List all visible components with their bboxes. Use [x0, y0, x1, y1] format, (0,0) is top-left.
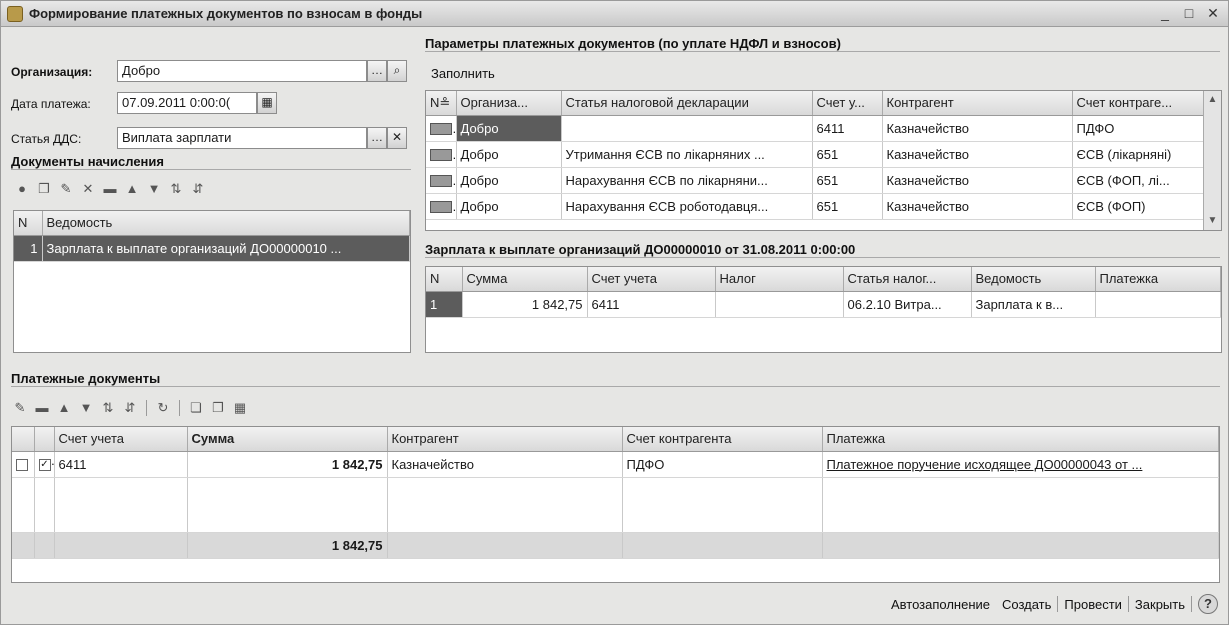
column-header[interactable]: Счет у...	[812, 91, 882, 115]
column-header	[12, 427, 34, 451]
org-cell: Добро	[456, 115, 561, 141]
row-doc-icon	[426, 115, 456, 141]
payment-link[interactable]: Платежное поручение исходящее ДО00000043 от ...	[822, 451, 1219, 477]
org-cell: Добро	[456, 167, 561, 193]
close-button[interactable]: Закрыть	[1134, 596, 1185, 612]
documents-icon[interactable]: ❏	[190, 400, 202, 415]
column-header[interactable]: Организа...	[456, 91, 561, 115]
column-header[interactable]: Налог	[715, 267, 843, 291]
article-cell: Нарахування ЄСВ роботодавця...	[561, 193, 812, 219]
column-header[interactable]: Платежка	[822, 427, 1219, 451]
counterparty-cell: Казначейство	[882, 167, 1072, 193]
account-cell: 651	[812, 193, 882, 219]
edit-icon[interactable]: ✎	[60, 181, 72, 196]
account-cell: 6411	[54, 451, 187, 477]
edit-icon[interactable]: ✎	[14, 400, 26, 415]
cp-account-cell: ПДФО	[622, 451, 822, 477]
article-cell: Нарахування ЄСВ по лікарняни...	[561, 167, 812, 193]
vertical-scrollbar[interactable]	[1203, 91, 1221, 230]
copy-icon[interactable]: ❐	[38, 181, 50, 196]
params-toolbar	[427, 61, 499, 85]
sum-cell: 1 842,75	[462, 291, 587, 317]
clear-icon[interactable]: ✕	[387, 127, 407, 149]
delete-icon[interactable]: ✕	[82, 181, 94, 196]
table-row[interactable]	[426, 193, 1205, 219]
window-title: Формирование платежных документов по взносам в фонды	[29, 6, 423, 21]
column-header[interactable]: Ведомость	[42, 211, 410, 235]
counterparty-cell: Казначейство	[882, 115, 1072, 141]
payments-table	[11, 426, 1220, 583]
move-up-icon[interactable]: ▲	[57, 400, 71, 415]
post-button[interactable]: Провести	[1064, 596, 1122, 612]
refresh-icon[interactable]: ↻	[157, 400, 169, 415]
row-doc-icon	[426, 167, 456, 193]
sort-asc-icon[interactable]: ⇅	[170, 181, 182, 196]
article-cell: 06.2.10 Витра...	[843, 291, 971, 317]
row-doc-icon	[426, 141, 456, 167]
article-cell: Утримання ЄСВ по лікарняних ...	[561, 141, 812, 167]
accrual-toolbar	[13, 177, 207, 201]
sum-cell: 1 842,75	[187, 451, 387, 477]
table-row[interactable]	[426, 167, 1205, 193]
cp-account-cell: ЄСВ (ФОП, лі...	[1072, 167, 1205, 193]
account-cell: 6411	[587, 291, 715, 317]
params-title: Параметры платежных документов (по уплате НДФЛ и взносов)	[425, 36, 1220, 52]
counterparty-cell: Казначейство	[882, 141, 1072, 167]
sort-desc-icon[interactable]: ⇵	[124, 400, 136, 415]
params-table	[425, 90, 1222, 231]
column-header[interactable]: Счет учета	[54, 427, 187, 451]
account-cell: 651	[812, 167, 882, 193]
maximize-icon[interactable]: □	[1184, 5, 1194, 21]
article-cell	[561, 115, 812, 141]
window-controls	[1156, 4, 1222, 22]
total-sum: 1 842,75	[187, 532, 387, 558]
cp-account-cell: ПДФО	[1072, 115, 1205, 141]
move-down-icon[interactable]: ▼	[79, 400, 93, 415]
close-icon[interactable]: ✕	[1207, 5, 1219, 21]
footer-divider	[1191, 596, 1192, 612]
create-button[interactable]: Создать	[1002, 596, 1052, 612]
row-checkbox[interactable]: ✓	[34, 451, 54, 477]
column-header[interactable]: Платежка	[1095, 267, 1221, 291]
row-number: 1	[426, 291, 462, 317]
payments-toolbar	[11, 396, 249, 420]
totals-row	[12, 532, 1219, 558]
fill-button[interactable]: Заполнить	[431, 65, 495, 81]
calendar-icon[interactable]: ▦	[257, 92, 277, 114]
accrual-docs-title: Документы начисления	[11, 154, 411, 170]
account-cell: 6411	[812, 115, 882, 141]
account-cell: 651	[812, 141, 882, 167]
add-icon[interactable]: ●	[18, 181, 26, 196]
salary-table	[425, 266, 1222, 353]
empty-row	[12, 477, 1219, 532]
autofill-button[interactable]: Автозаполнение	[890, 596, 990, 612]
org-field[interactable]: Добро	[117, 60, 367, 82]
org-select-button[interactable]: …	[367, 60, 387, 82]
dds-select-button[interactable]: …	[367, 127, 387, 149]
column-header[interactable]: N	[426, 267, 462, 291]
statement-cell: Зарплата к в...	[971, 291, 1095, 317]
column-header[interactable]: Счет контрагента	[622, 427, 822, 451]
payment-cell	[1095, 291, 1221, 317]
column-header[interactable]: Сумма	[462, 267, 587, 291]
column-header[interactable]: N≗	[426, 91, 456, 115]
counterparty-cell: Казначейство	[882, 193, 1072, 219]
column-header[interactable]: Статья налог...	[843, 267, 971, 291]
title-bar	[1, 1, 1228, 27]
column-header[interactable]: Ведомость	[971, 267, 1095, 291]
row-number: 1	[14, 235, 42, 261]
cp-account-cell: ЄСВ (ФОП)	[1072, 193, 1205, 219]
toolbar-divider	[179, 400, 180, 416]
dds-field[interactable]: Виплата зарплати	[117, 127, 367, 149]
move-up-icon[interactable]: ▲	[125, 181, 139, 196]
org-cell: Добро	[456, 141, 561, 167]
help-icon[interactable]: ?	[1198, 594, 1218, 614]
column-header[interactable]: N	[14, 211, 42, 235]
column-header[interactable]: Статья налоговой декларации	[561, 91, 812, 115]
scroll-up-icon[interactable]: ▲	[1207, 94, 1218, 105]
toolbar-divider	[146, 400, 147, 416]
search-icon[interactable]: ⌕	[387, 60, 407, 82]
table-row[interactable]	[14, 235, 410, 261]
date-field[interactable]: 07.09.2011 0:00:0(	[117, 92, 257, 114]
column-header[interactable]: Счет контраге...	[1072, 91, 1205, 115]
column-header[interactable]: Контрагент	[882, 91, 1072, 115]
table-row[interactable]	[426, 141, 1205, 167]
column-header[interactable]: Счет учета	[587, 267, 715, 291]
minimize-icon[interactable]: _	[1161, 5, 1169, 21]
cp-account-cell: ЄСВ (лікарняні)	[1072, 141, 1205, 167]
move-down-icon[interactable]: ▼	[147, 181, 161, 196]
salary-title: Зарплата к выплате организаций ДО00000010 от 31.08.2011 0:00:00	[425, 242, 1220, 258]
block-icon[interactable]: ▬	[35, 400, 49, 415]
payments-title: Платежные документы	[11, 371, 1220, 387]
copy-documents-icon[interactable]: ❐	[212, 400, 224, 415]
row-doc-icon	[12, 451, 34, 477]
org-cell: Добро	[456, 193, 561, 219]
table-row[interactable]	[426, 291, 1221, 317]
counterparty-cell: Казначейство	[387, 451, 622, 477]
scroll-down-icon[interactable]: ▼	[1207, 215, 1218, 226]
grid-icon[interactable]: ▦	[233, 400, 247, 415]
org-label: Организация:	[11, 65, 93, 79]
statement-cell: Зарплата к выплате организаций ДО00000010 ...	[42, 235, 410, 261]
column-header[interactable]: Контрагент	[387, 427, 622, 451]
app-icon	[7, 6, 23, 22]
tax-cell	[715, 291, 843, 317]
date-label: Дата платежа:	[11, 97, 91, 111]
footer-buttons	[885, 594, 1218, 614]
block-icon[interactable]: ▬	[103, 181, 117, 196]
table-row[interactable]	[12, 451, 1219, 477]
column-header[interactable]: Сумма	[187, 427, 387, 451]
accrual-docs-table	[13, 210, 411, 353]
sort-asc-icon[interactable]: ⇅	[102, 400, 114, 415]
table-row[interactable]	[426, 115, 1205, 141]
dds-label: Статья ДДС:	[11, 132, 82, 146]
row-doc-icon	[426, 193, 456, 219]
sort-desc-icon[interactable]: ⇵	[192, 181, 204, 196]
column-header	[34, 427, 54, 451]
